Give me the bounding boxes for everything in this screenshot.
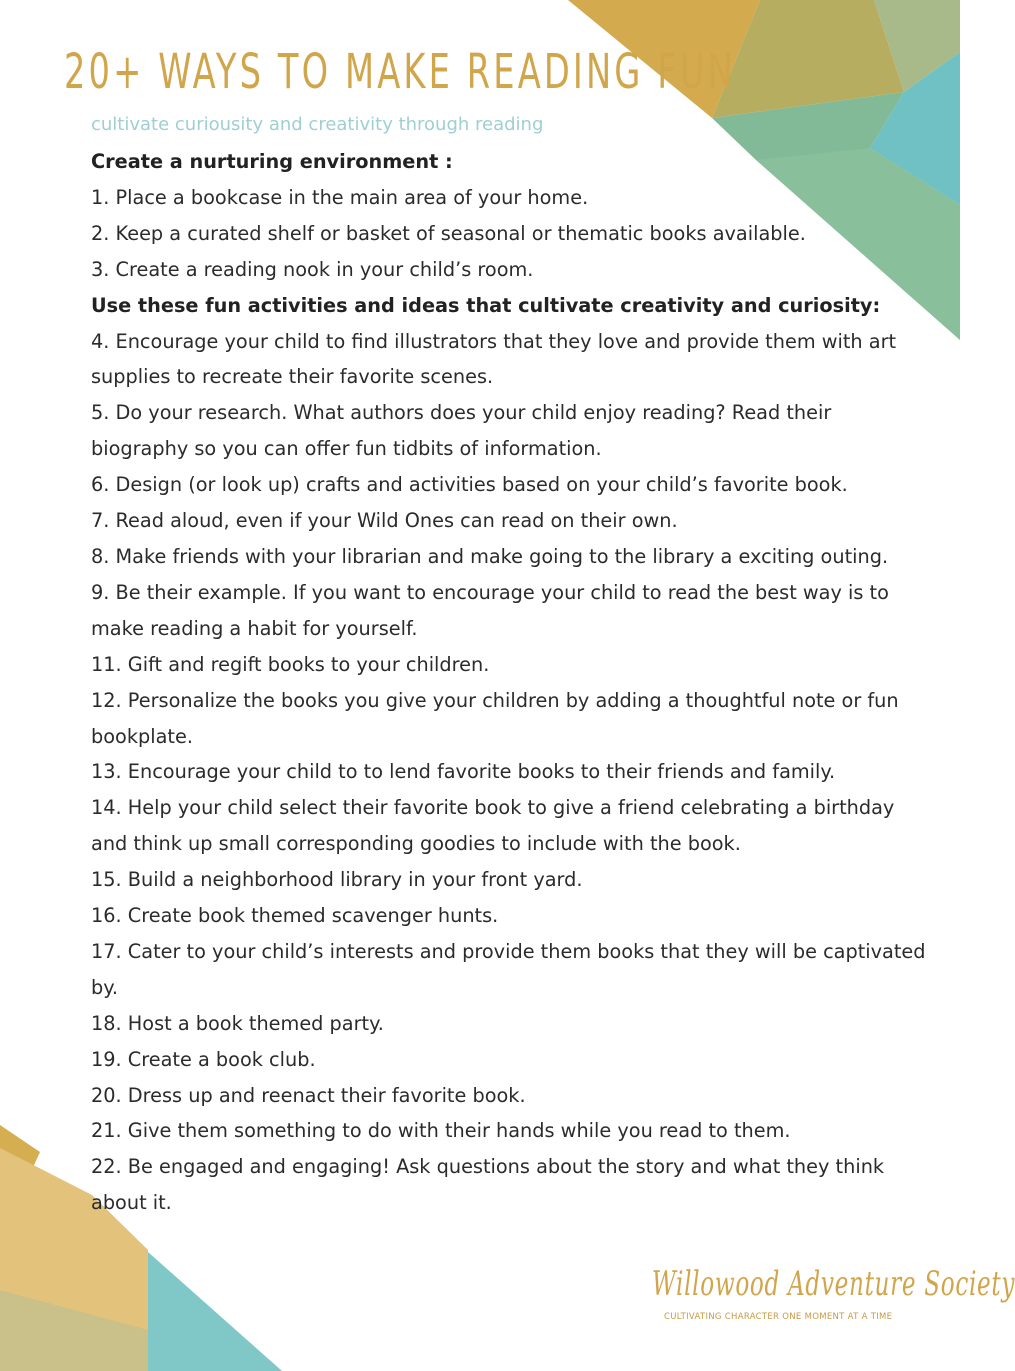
section-heading-environment: Create a nurturing environment :: [91, 150, 453, 173]
list-item: 11. Gift and regift books to your children.: [91, 652, 490, 676]
content-body: [91, 144, 931, 1221]
page-subtitle: cultivate curiousity and creativity through reading: [91, 114, 544, 135]
list-item: 1. Place a bookcase in the main area of your home.: [91, 185, 589, 209]
list-item: 18. Host a book themed party.: [91, 1011, 384, 1035]
list-item: 17. Cater to your child’s interests and provide them books that they will be captivated by.: [91, 939, 926, 999]
brand-logo: [652, 1264, 1015, 1344]
list-item: 4. Encourage your child to find illustrators that they love and provide them with art supplies to recreate their favorite scenes.: [91, 329, 897, 389]
list-item: 8. Make friends with your librarian and make going to the library a exciting outing.: [91, 544, 889, 568]
logo-tagline: CULTIVATING CHARACTER ONE MOMENT AT A TIME: [664, 1312, 893, 1322]
page-title: 20+ WAYS TO MAKE READING FUN: [64, 44, 736, 100]
list-item: 19. Create a book club.: [91, 1047, 316, 1071]
list-item: 20. Dress up and reenact their favorite book.: [91, 1083, 526, 1107]
bottom-left-teal-shape: [148, 1252, 282, 1371]
logo-script-text: Willowood Adventure Society: [652, 1264, 1015, 1304]
list-item: 22. Be engaged and engaging! Ask questions about the story and what they think about it.: [91, 1155, 885, 1215]
list-item: 9. Be their example. If you want to encourage your child to read the best way is to make reading a habit for yourself.: [91, 580, 889, 640]
list-item: 3. Create a reading nook in your child’s room.: [91, 257, 534, 281]
list-item: 7. Read aloud, even if your Wild Ones can read on their own.: [91, 509, 678, 533]
list-item: 16. Create book themed scavenger hunts.: [91, 904, 499, 928]
list-item: 6. Design (or look up) crafts and activities based on your child’s favorite book.: [91, 473, 848, 497]
list-item: 13. Encourage your child to to lend favorite books to their friends and family.: [91, 760, 836, 784]
list-item: 2. Keep a curated shelf or basket of seasonal or thematic books available.: [91, 221, 806, 245]
list-item: 14. Help your child select their favorite book to give a friend celebrating a birthday and think up small corresponding goodies to include with the book.: [91, 796, 895, 856]
list-item: 21. Give them something to do with their hands while you read to them.: [91, 1119, 791, 1143]
list-item: 5. Do your research. What authors does your child enjoy reading? Read their biography so you can offer fun tidbits of information.: [91, 401, 832, 461]
list-item: 12. Personalize the books you give your children by adding a thoughtful note or fun bookplate.: [91, 688, 899, 748]
section-heading-activities: Use these fun activities and ideas that cultivate creativity and curiosity:: [91, 293, 881, 317]
list-item: 15. Build a neighborhood library in your front yard.: [91, 868, 583, 892]
